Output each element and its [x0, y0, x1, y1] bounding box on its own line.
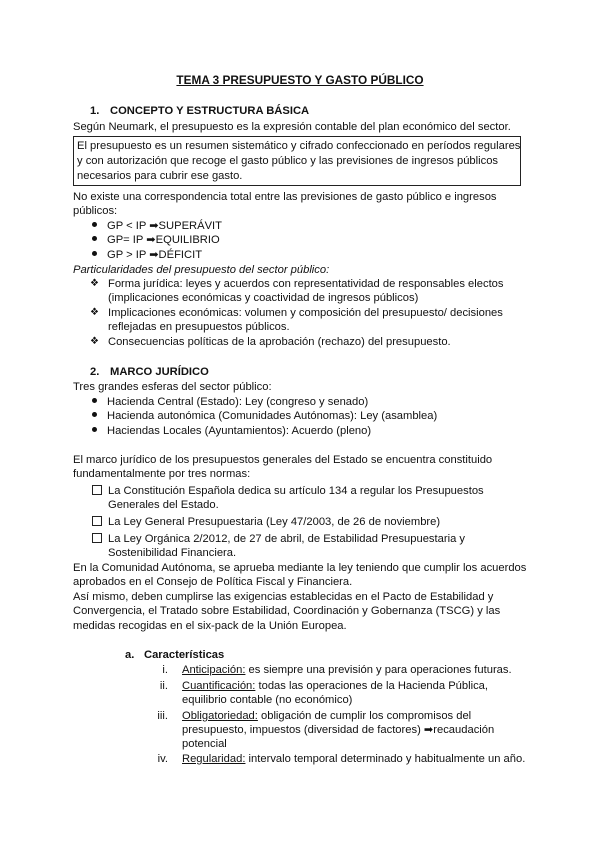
characteristic-term: Obligatoriedad: [182, 710, 258, 722]
bullet-text: Hacienda Central (Estado): Ley (congreso y senado) [107, 396, 369, 408]
bullet-item [92, 248, 202, 262]
roman-numeral: i. [162, 664, 168, 676]
diamond-item-line: reflejadas en presupuestos públicos. [108, 321, 290, 333]
characteristic-term: Cuantificación: [182, 680, 256, 692]
diamond-item-line: Consecuencias políticas de la aprobación (rechazo) del presupuesto. [108, 336, 451, 348]
bullet-text: GP < IP ➡SUPERÁVIT [107, 220, 222, 232]
subsection-letter: a. [125, 649, 135, 661]
bullet-text: Haciendas Locales (Ayuntamientos): Acuerdo (pleno) [107, 425, 372, 437]
paragraph-line: aprobados en el Consejo de Política Fiscal y Financiera. [73, 576, 353, 588]
bullet-dot [92, 222, 97, 227]
section-2-heading: MARCO JURÍDICO [110, 366, 209, 378]
bullet-text: GP= IP ➡EQUILIBRIO [107, 234, 220, 246]
paragraph-line: públicos: [73, 205, 118, 217]
subsection-heading: Características [144, 649, 225, 661]
characteristic-line: equilibrio contable (no económico) [182, 694, 353, 706]
characteristic-line [182, 709, 471, 723]
particularidades-label: Particularidades del presupuesto del sector público: [73, 264, 330, 276]
bullet-item [92, 424, 371, 438]
bullet-dot [92, 427, 97, 432]
definition-line: necesarios para cubrir ese gasto. [77, 170, 243, 182]
checklist-line: La Ley Orgánica 2/2012, de 27 de abril, de Estabilidad Presupuestaria y [108, 533, 465, 545]
bullet-text: GP > IP ➡DÉFICIT [107, 249, 203, 261]
checklist-line: La Ley General Presupuestaria (Ley 47/2003, de 26 de noviembre) [108, 516, 441, 528]
bullet-item [92, 409, 437, 423]
paragraph-line: Así mismo, deben cumplirse las exigencias establecidas en el Pacto de Estabilidad y [73, 591, 494, 603]
bullet-dot [92, 412, 97, 417]
checklist-line: La Constitución Española dedica su artículo 134 a regular los Presupuestos [108, 485, 484, 497]
characteristic-text: es siempre una previsión y para operaciones futuras. [245, 664, 512, 676]
section-1-intro: Según Neumark, el presupuesto es la expresión contable del plan económico del sector. [73, 121, 511, 133]
bullet-item [92, 233, 220, 247]
characteristic-line [182, 752, 525, 766]
checkbox-icon [92, 484, 102, 498]
diamond-item-line: Implicaciones económicas: volumen y composición del presupuesto/ decisiones [108, 307, 503, 319]
paragraph-line: El marco jurídico de los presupuestos generales del Estado se encuentra constituido [73, 454, 493, 466]
bullet-dot [92, 398, 97, 403]
checkbox-icon [92, 515, 102, 529]
characteristic-term: Regularidad: [182, 753, 246, 765]
checklist-line: Generales del Estado. [108, 499, 219, 511]
definition-line: El presupuesto es un resumen sistemático y cifrado confeccionado en períodos regulares [77, 140, 521, 152]
characteristic-term: Anticipación: [182, 664, 246, 676]
characteristic-text: intervalo temporal determinado y habitualmente un año. [245, 753, 526, 765]
characteristic-line [182, 679, 488, 693]
paragraph-line: medidas recogidas en el six-pack de la Unión Europea. [73, 620, 347, 632]
page-title: TEMA 3 PRESUPUESTO Y GASTO PÚBLICO [176, 73, 424, 87]
roman-numeral: iv. [157, 753, 168, 765]
characteristic-text: obligación de cumplir los compromisos del [257, 710, 472, 722]
characteristic-line: potencial [182, 738, 227, 750]
paragraph-line: fundamentalmente por tres normas: [73, 468, 251, 480]
section-1-number: 1. [90, 105, 100, 117]
definition-line: y con autorización que recoge el gasto público y las previsiones de ingresos públicos [77, 155, 499, 167]
roman-numeral: ii. [159, 680, 168, 692]
section-2-number: 2. [90, 366, 100, 378]
diamond-item-line: Forma jurídica: leyes y acuerdos con representatividad de responsables electos [108, 278, 504, 290]
diamond-bullet-icon: ❖ [90, 307, 99, 318]
bullet-dot [92, 251, 97, 256]
checkbox-icon [92, 532, 102, 546]
diamond-bullet-icon: ❖ [90, 336, 99, 347]
characteristic-text: todas las operaciones de la Hacienda Pública, [255, 680, 488, 692]
diamond-item-line: (implicaciones económicas y coactividad de ingresos públicos) [108, 292, 419, 304]
diamond-bullet-icon: ❖ [90, 278, 99, 289]
bullet-item [92, 395, 368, 409]
bullet-text: Hacienda autonómica (Comunidades Autónomas): Ley (asamblea) [107, 410, 438, 422]
section-1-heading: CONCEPTO Y ESTRUCTURA BÁSICA [110, 105, 310, 117]
section-2-intro: Tres grandes esferas del sector público: [73, 381, 272, 393]
bullet-item [92, 219, 222, 233]
bullet-dot [92, 236, 97, 241]
paragraph-line: En la Comunidad Autónoma, se aprueba mediante la ley teniendo que cumplir los acuerdos [73, 562, 527, 574]
paragraph-line: No existe una correspondencia total entre las previsiones de gasto público e ingresos [73, 191, 497, 203]
characteristic-line [182, 663, 512, 677]
paragraph-line: Convergencia, el Tratado sobre Estabilidad, Coordinación y Gobernanza (TSCG) y las [73, 605, 501, 617]
checklist-line: Sostenibilidad Financiera. [108, 547, 237, 559]
characteristic-line: presupuesto, impuestos (diversidad de factores) ➡recaudación [182, 724, 495, 736]
roman-numeral: iii. [157, 710, 168, 722]
